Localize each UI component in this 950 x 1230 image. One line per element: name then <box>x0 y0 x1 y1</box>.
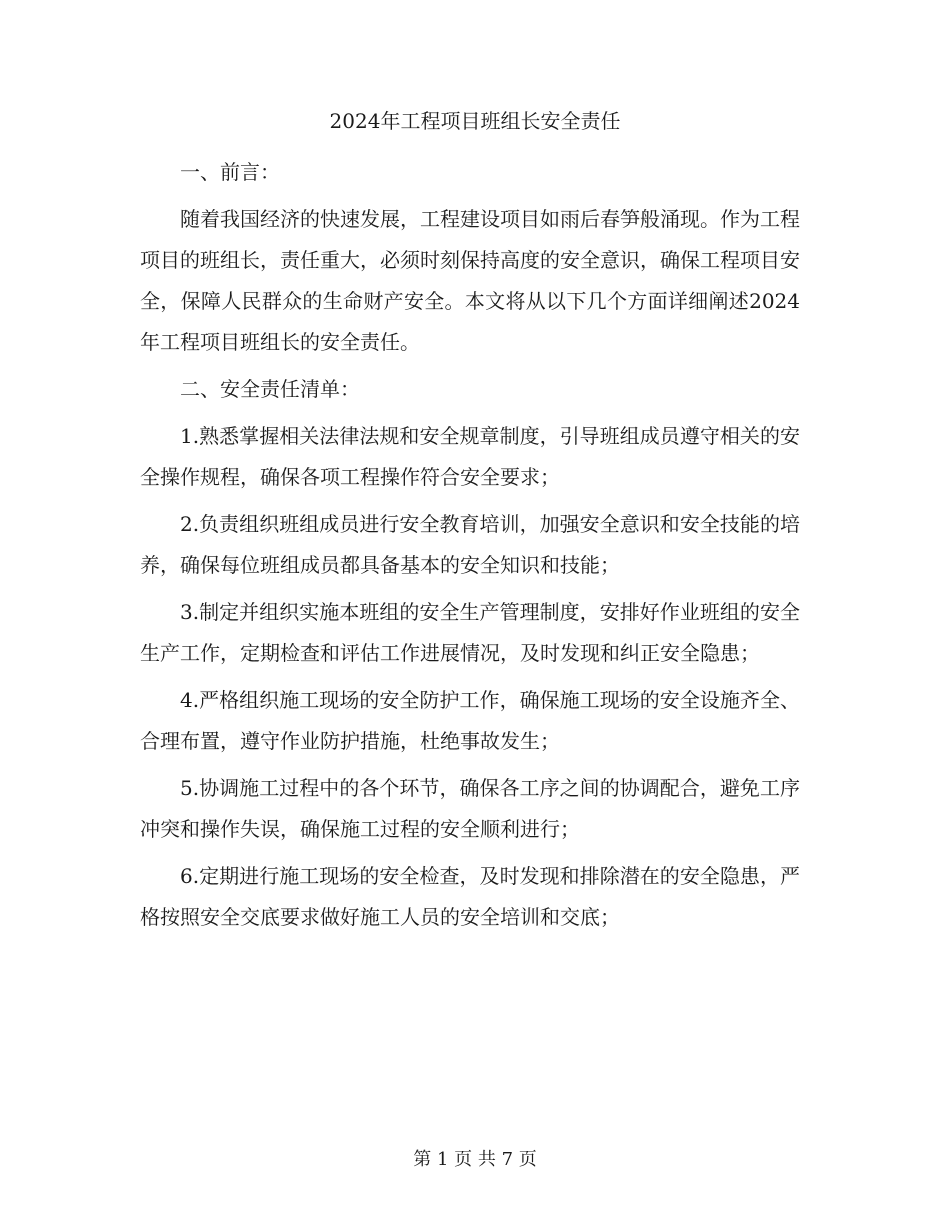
list-item: 1.熟悉掌握相关法律法规和安全规章制度，引导班组成员遵守相关的安全操作规程，确保各项工程操作符合安全要求； <box>140 424 800 489</box>
body-paragraph: 随着我国经济的快速发展，工程建设项目如雨后春笋般涌现。作为工程项目的班组长，责任重大，必须时刻保持高度的安全意识，确保工程项目安全，保障人民群众的生命财产安全。本文将从以下几个方面详细阐述2024年工程项目班组长的安全责任。 <box>140 207 800 354</box>
document-body <box>140 152 800 944</box>
list-item: 6.定期进行施工现场的安全检查，及时发现和排除潜在的安全隐患，严格按照安全交底要求做好施工人员的安全培训和交底； <box>140 864 800 929</box>
list-item: 5.协调施工过程中的各个环节，确保各工序之间的协调配合，避免工序冲突和操作失误，确保施工过程的安全顺利进行； <box>140 776 800 841</box>
list-item: 2.负责组织班组成员进行安全教育培训，加强安全意识和安全技能的培养，确保每位班组成员都具备基本的安全知识和技能； <box>140 512 800 577</box>
list-item: 4.严格组织施工现场的安全防护工作，确保施工现场的安全设施齐全、合理布置，遵守作业防护措施，杜绝事故发生； <box>140 688 800 753</box>
page-number-footer: 第 1 页 共 7 页 <box>413 1149 537 1170</box>
section-heading-preface: 一、前言： <box>180 160 280 184</box>
section-heading-responsibilities: 二、安全责任清单： <box>180 377 360 401</box>
list-item: 3.制定并组织实施本班组的安全生产管理制度，安排好作业班组的安全生产工作，定期检查和评估工作进展情况，及时发现和纠正安全隐患； <box>140 600 800 665</box>
document-title: 2024年工程项目班组长安全责任 <box>329 109 621 133</box>
